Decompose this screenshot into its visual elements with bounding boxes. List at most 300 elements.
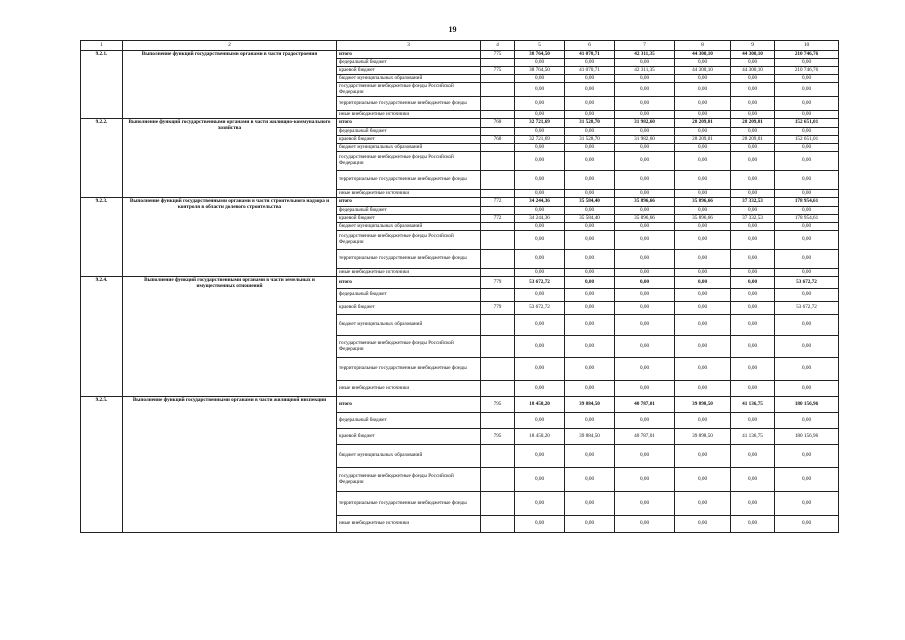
- amount-year-2: 39 884,50: [565, 397, 615, 413]
- budget-code: [481, 128, 515, 136]
- amount-total: 0,00: [775, 381, 839, 397]
- amount-total: 0,00: [775, 128, 839, 136]
- amount-total: 0,00: [775, 250, 839, 269]
- amount-total: 152 651,01: [775, 119, 839, 128]
- amount-year-5: 0,00: [731, 381, 775, 397]
- amount-year-4: 35 896,66: [675, 198, 731, 207]
- amount-total: 152 651,01: [775, 136, 839, 144]
- amount-year-5: 0,00: [731, 83, 775, 97]
- item-code: 9.2.4.: [81, 277, 123, 397]
- amount-year-5: 0,00: [731, 190, 775, 198]
- amount-year-3: 0,00: [615, 492, 675, 516]
- budget-code: [481, 468, 515, 492]
- amount-year-2: 0,00: [565, 144, 615, 152]
- amount-year-3: 0,00: [615, 413, 675, 429]
- budget-code: [481, 445, 515, 468]
- budget-code: 779: [481, 277, 515, 289]
- amount-year-2: 35 584,40: [565, 215, 615, 223]
- amount-year-2: 0,00: [565, 111, 615, 119]
- amount-year-4: 44 300,10: [675, 67, 731, 75]
- amount-year-2: 0,00: [565, 128, 615, 136]
- amount-year-5: 0,00: [731, 445, 775, 468]
- amount-year-1: 0,00: [515, 358, 565, 381]
- budget-code: [481, 269, 515, 277]
- funding-source: территориальные государственные внебюджетные фонды: [337, 250, 481, 269]
- amount-year-5: 28 209,01: [731, 119, 775, 128]
- amount-year-3: 31 982,60: [615, 119, 675, 128]
- funding-source: краевой бюджет: [337, 67, 481, 75]
- section-total-row: [81, 198, 839, 207]
- amount-year-3: 0,00: [615, 516, 675, 533]
- funding-source: федеральный бюджет: [337, 59, 481, 67]
- amount-year-3: 0,00: [615, 302, 675, 315]
- amount-year-4: 0,00: [675, 111, 731, 119]
- amount-year-5: 44 300,10: [731, 67, 775, 75]
- amount-total: 0,00: [775, 97, 839, 111]
- budget-code: [481, 97, 515, 111]
- amount-total: 0,00: [775, 152, 839, 171]
- amount-year-5: 28 209,01: [731, 136, 775, 144]
- budget-code: [481, 75, 515, 83]
- section-total-row: [81, 51, 839, 59]
- item-code: 9.2.1.: [81, 51, 123, 119]
- amount-year-2: 0,00: [565, 75, 615, 83]
- amount-year-4: 35 896,66: [675, 215, 731, 223]
- item-code: 9.2.3.: [81, 198, 123, 277]
- funding-source: краевой бюджет: [337, 215, 481, 223]
- amount-year-3: 0,00: [615, 231, 675, 250]
- amount-year-1: 0,00: [515, 381, 565, 397]
- funding-source: итого: [337, 51, 481, 59]
- amount-year-4: 0,00: [675, 269, 731, 277]
- amount-year-2: 41 070,71: [565, 67, 615, 75]
- amount-year-1: 0,00: [515, 152, 565, 171]
- amount-year-3: 0,00: [615, 97, 675, 111]
- section-total-row: [81, 397, 839, 413]
- amount-year-5: 37 332,53: [731, 215, 775, 223]
- amount-total: 0,00: [775, 111, 839, 119]
- amount-year-2: 0,00: [565, 445, 615, 468]
- funding-source: территориальные государственные внебюджетные фонды: [337, 97, 481, 111]
- amount-total: 178 954,61: [775, 215, 839, 223]
- budget-code: [481, 207, 515, 215]
- amount-year-5: 0,00: [731, 250, 775, 269]
- section-total-row: [81, 119, 839, 128]
- amount-year-3: 0,00: [615, 128, 675, 136]
- funding-source: бюджет муниципальных образований: [337, 75, 481, 83]
- funding-source: краевой бюджет: [337, 136, 481, 144]
- amount-year-3: 31 982,60: [615, 136, 675, 144]
- amount-total: 180 156,96: [775, 429, 839, 445]
- amount-total: 0,00: [775, 492, 839, 516]
- funding-source: итого: [337, 277, 481, 289]
- amount-year-4: 0,00: [675, 144, 731, 152]
- amount-year-2: 35 584,40: [565, 198, 615, 207]
- table-body: [81, 51, 839, 533]
- amount-year-3: 0,00: [615, 269, 675, 277]
- amount-total: 0,00: [775, 269, 839, 277]
- amount-year-2: 41 070,71: [565, 51, 615, 59]
- amount-year-1: 0,00: [515, 413, 565, 429]
- amount-year-5: 0,00: [731, 336, 775, 358]
- amount-year-3: 0,00: [615, 223, 675, 231]
- amount-year-5: 41 136,75: [731, 429, 775, 445]
- funding-source: иные внебюджетные источники: [337, 516, 481, 533]
- budget-code: [481, 250, 515, 269]
- amount-year-4: 0,00: [675, 250, 731, 269]
- amount-year-5: 37 332,53: [731, 198, 775, 207]
- amount-year-2: 0,00: [565, 468, 615, 492]
- amount-year-3: 0,00: [615, 277, 675, 289]
- amount-year-5: 0,00: [731, 358, 775, 381]
- budget-code: [481, 59, 515, 67]
- amount-year-3: 0,00: [615, 445, 675, 468]
- amount-year-3: 40 787,01: [615, 397, 675, 413]
- budget-code: 772: [481, 215, 515, 223]
- amount-year-1: 0,00: [515, 336, 565, 358]
- amount-year-2: 0,00: [565, 190, 615, 198]
- amount-year-1: 0,00: [515, 250, 565, 269]
- amount-year-2: 0,00: [565, 97, 615, 111]
- amount-year-1: 18 450,20: [515, 397, 565, 413]
- amount-year-3: 42 311,35: [615, 51, 675, 59]
- amount-year-3: 0,00: [615, 289, 675, 302]
- amount-year-4: 0,00: [675, 97, 731, 111]
- amount-year-2: 0,00: [565, 289, 615, 302]
- column-number-6: 6: [565, 41, 615, 51]
- amount-year-3: 0,00: [615, 111, 675, 119]
- funding-source: итого: [337, 119, 481, 128]
- amount-year-4: 0,00: [675, 231, 731, 250]
- amount-year-2: 0,00: [565, 492, 615, 516]
- amount-year-3: 0,00: [615, 468, 675, 492]
- funding-source: бюджет муниципальных образований: [337, 223, 481, 231]
- amount-year-5: 0,00: [731, 75, 775, 83]
- amount-year-4: 0,00: [675, 59, 731, 67]
- amount-year-4: 28 209,01: [675, 136, 731, 144]
- amount-year-1: 0,00: [515, 468, 565, 492]
- amount-year-4: 0,00: [675, 302, 731, 315]
- amount-year-1: 34 244,36: [515, 215, 565, 223]
- amount-year-4: 0,00: [675, 207, 731, 215]
- amount-year-2: 0,00: [565, 336, 615, 358]
- amount-year-5: 0,00: [731, 277, 775, 289]
- funding-source: территориальные государственные внебюджетные фонды: [337, 492, 481, 516]
- amount-total: 0,00: [775, 336, 839, 358]
- amount-year-4: 0,00: [675, 277, 731, 289]
- amount-year-1: 0,00: [515, 492, 565, 516]
- column-number-8: 8: [675, 41, 731, 51]
- budget-code: [481, 516, 515, 533]
- amount-year-1: 0,00: [515, 75, 565, 83]
- amount-year-3: 0,00: [615, 336, 675, 358]
- amount-year-1: 0,00: [515, 111, 565, 119]
- amount-year-4: 0,00: [675, 128, 731, 136]
- amount-year-2: 0,00: [565, 516, 615, 533]
- amount-year-5: 0,00: [731, 315, 775, 336]
- budget-code: 795: [481, 429, 515, 445]
- amount-total: 0,00: [775, 358, 839, 381]
- amount-total: 0,00: [775, 289, 839, 302]
- funding-source: иные внебюджетные источники: [337, 111, 481, 119]
- item-name: Выполнение функций государственными органами в части земельных и имущественных отношений: [123, 277, 337, 397]
- amount-year-3: 40 787,01: [615, 429, 675, 445]
- amount-year-4: 0,00: [675, 223, 731, 231]
- amount-year-5: 0,00: [731, 492, 775, 516]
- amount-year-1: 0,00: [515, 190, 565, 198]
- amount-year-4: 0,00: [675, 152, 731, 171]
- budget-code: [481, 381, 515, 397]
- amount-year-2: 0,00: [565, 277, 615, 289]
- amount-year-1: 18 450,20: [515, 429, 565, 445]
- budget-code: [481, 83, 515, 97]
- amount-year-2: 0,00: [565, 315, 615, 336]
- budget-code: [481, 289, 515, 302]
- amount-year-4: 28 209,01: [675, 119, 731, 128]
- amount-total: 0,00: [775, 445, 839, 468]
- amount-year-1: 0,00: [515, 59, 565, 67]
- amount-total: 0,00: [775, 468, 839, 492]
- column-number-3: 3: [337, 41, 481, 51]
- funding-source: федеральный бюджет: [337, 289, 481, 302]
- amount-year-5: 0,00: [731, 59, 775, 67]
- amount-year-3: 0,00: [615, 381, 675, 397]
- amount-year-1: 0,00: [515, 144, 565, 152]
- amount-year-2: 0,00: [565, 413, 615, 429]
- amount-total: 180 156,96: [775, 397, 839, 413]
- amount-year-3: 0,00: [615, 144, 675, 152]
- amount-year-1: 32 721,69: [515, 119, 565, 128]
- amount-year-1: 0,00: [515, 97, 565, 111]
- section-total-row: [81, 277, 839, 289]
- amount-year-1: 38 764,50: [515, 67, 565, 75]
- amount-total: 53 672,72: [775, 302, 839, 315]
- budget-code: [481, 171, 515, 190]
- amount-year-2: 0,00: [565, 250, 615, 269]
- budget-code: 775: [481, 51, 515, 59]
- funding-source: государственные внебюджетные фонды Российской Федерации: [337, 152, 481, 171]
- column-number-row: [81, 41, 839, 51]
- funding-source: государственные внебюджетные фонды Российской Федерации: [337, 231, 481, 250]
- funding-source: итого: [337, 397, 481, 413]
- budget-code: [481, 144, 515, 152]
- amount-total: 0,00: [775, 59, 839, 67]
- budget-code: [481, 358, 515, 381]
- item-name: Выполнение функций государственными органами в части строительного надзора и контроля в области долевого строительства: [123, 198, 337, 277]
- amount-year-2: 0,00: [565, 59, 615, 67]
- funding-source: территориальные государственные внебюджетные фонды: [337, 171, 481, 190]
- amount-year-5: 0,00: [731, 152, 775, 171]
- amount-total: 0,00: [775, 413, 839, 429]
- amount-year-2: 0,00: [565, 302, 615, 315]
- amount-year-3: 0,00: [615, 250, 675, 269]
- funding-source: территориальные государственные внебюджетные фонды: [337, 358, 481, 381]
- amount-year-5: 0,00: [731, 468, 775, 492]
- amount-year-5: 0,00: [731, 413, 775, 429]
- funding-source: иные внебюджетные источники: [337, 381, 481, 397]
- amount-year-1: 0,00: [515, 207, 565, 215]
- budget-code: [481, 413, 515, 429]
- funding-source: государственные внебюджетные фонды Российской Федерации: [337, 336, 481, 358]
- amount-year-5: 0,00: [731, 111, 775, 119]
- item-code: 9.2.2.: [81, 119, 123, 198]
- column-number-7: 7: [615, 41, 675, 51]
- amount-year-2: 0,00: [565, 171, 615, 190]
- amount-year-4: 0,00: [675, 468, 731, 492]
- amount-total: 53 672,72: [775, 277, 839, 289]
- amount-year-3: 0,00: [615, 190, 675, 198]
- amount-year-4: 44 300,10: [675, 51, 731, 59]
- amount-total: 0,00: [775, 231, 839, 250]
- amount-year-4: 0,00: [675, 83, 731, 97]
- amount-year-2: 0,00: [565, 207, 615, 215]
- amount-year-3: 0,00: [615, 207, 675, 215]
- funding-source: краевой бюджет: [337, 429, 481, 445]
- amount-year-1: 53 672,72: [515, 277, 565, 289]
- amount-total: 0,00: [775, 75, 839, 83]
- amount-year-1: 0,00: [515, 315, 565, 336]
- amount-year-2: 39 884,50: [565, 429, 615, 445]
- budget-code: 768: [481, 136, 515, 144]
- amount-year-3: 35 896,66: [615, 198, 675, 207]
- funding-source: бюджет муниципальных образований: [337, 445, 481, 468]
- amount-year-3: 0,00: [615, 152, 675, 171]
- amount-year-5: 0,00: [731, 516, 775, 533]
- item-name: Выполнение функций государственными органами в части градостроения: [123, 51, 337, 119]
- amount-year-4: 0,00: [675, 413, 731, 429]
- amount-year-5: 41 136,75: [731, 397, 775, 413]
- funding-source: иные внебюджетные источники: [337, 190, 481, 198]
- column-number-2: 2: [123, 41, 337, 51]
- amount-year-5: 0,00: [731, 289, 775, 302]
- amount-year-1: 0,00: [515, 516, 565, 533]
- budget-code: 795: [481, 397, 515, 413]
- amount-year-1: 0,00: [515, 171, 565, 190]
- funding-source: бюджет муниципальных образований: [337, 144, 481, 152]
- amount-year-3: 0,00: [615, 315, 675, 336]
- amount-total: 0,00: [775, 207, 839, 215]
- amount-year-5: 0,00: [731, 144, 775, 152]
- amount-year-5: 0,00: [731, 97, 775, 111]
- column-number-4: 4: [481, 41, 515, 51]
- page-number: 19: [448, 25, 457, 34]
- amount-year-2: 0,00: [565, 358, 615, 381]
- amount-total: 0,00: [775, 83, 839, 97]
- amount-year-2: 0,00: [565, 381, 615, 397]
- budget-code: [481, 231, 515, 250]
- amount-total: 0,00: [775, 516, 839, 533]
- amount-year-4: 0,00: [675, 381, 731, 397]
- budget-code: [481, 152, 515, 171]
- budget-code: 779: [481, 302, 515, 315]
- budget-code: [481, 492, 515, 516]
- amount-total: 210 746,76: [775, 51, 839, 59]
- column-number-9: 9: [731, 41, 775, 51]
- amount-year-4: 0,00: [675, 336, 731, 358]
- amount-year-3: 0,00: [615, 75, 675, 83]
- amount-year-2: 0,00: [565, 83, 615, 97]
- item-name: Выполнение функций государственными органами в части жилищной инспекции: [123, 397, 337, 533]
- budget-code: [481, 315, 515, 336]
- amount-year-4: 0,00: [675, 492, 731, 516]
- amount-year-1: 0,00: [515, 223, 565, 231]
- amount-total: 0,00: [775, 190, 839, 198]
- budget-code: [481, 111, 515, 119]
- funding-source: федеральный бюджет: [337, 128, 481, 136]
- amount-year-3: 0,00: [615, 83, 675, 97]
- amount-year-4: 0,00: [675, 289, 731, 302]
- amount-year-1: 0,00: [515, 128, 565, 136]
- amount-year-5: 0,00: [731, 302, 775, 315]
- amount-year-1: 32 721,69: [515, 136, 565, 144]
- budget-code: 772: [481, 198, 515, 207]
- amount-year-5: 0,00: [731, 269, 775, 277]
- amount-year-1: 0,00: [515, 445, 565, 468]
- amount-year-2: 0,00: [565, 152, 615, 171]
- amount-year-4: 0,00: [675, 445, 731, 468]
- budget-table: [80, 40, 839, 533]
- amount-year-2: 31 528,70: [565, 119, 615, 128]
- amount-year-4: 0,00: [675, 171, 731, 190]
- amount-year-1: 0,00: [515, 289, 565, 302]
- amount-year-2: 0,00: [565, 231, 615, 250]
- budget-code: [481, 223, 515, 231]
- item-name: Выполнение функций государственными органами в части жилищно-коммунального хозяйства: [123, 119, 337, 198]
- amount-total: 178 954,61: [775, 198, 839, 207]
- amount-year-4: 39 898,50: [675, 429, 731, 445]
- column-number-5: 5: [515, 41, 565, 51]
- amount-year-2: 0,00: [565, 269, 615, 277]
- amount-year-5: 0,00: [731, 128, 775, 136]
- item-code: 9.2.5.: [81, 397, 123, 533]
- funding-source: иные внебюджетные источники: [337, 269, 481, 277]
- funding-source: краевой бюджет: [337, 302, 481, 315]
- amount-total: 0,00: [775, 144, 839, 152]
- amount-year-4: 0,00: [675, 358, 731, 381]
- amount-year-4: 0,00: [675, 516, 731, 533]
- amount-year-1: 38 764,50: [515, 51, 565, 59]
- funding-source: бюджет муниципальных образований: [337, 315, 481, 336]
- amount-total: 0,00: [775, 315, 839, 336]
- budget-code: 768: [481, 119, 515, 128]
- funding-source: государственные внебюджетные фонды Российской Федерации: [337, 468, 481, 492]
- amount-year-1: 0,00: [515, 269, 565, 277]
- amount-year-1: 34 244,36: [515, 198, 565, 207]
- amount-year-1: 0,00: [515, 83, 565, 97]
- amount-total: 0,00: [775, 171, 839, 190]
- funding-source: итого: [337, 198, 481, 207]
- amount-year-3: 42 311,35: [615, 67, 675, 75]
- amount-year-4: 39 898,50: [675, 397, 731, 413]
- amount-total: 0,00: [775, 223, 839, 231]
- amount-year-1: 0,00: [515, 231, 565, 250]
- funding-source: государственные внебюджетные фонды Российской Федерации: [337, 83, 481, 97]
- budget-code: [481, 336, 515, 358]
- amount-total: 210 746,76: [775, 67, 839, 75]
- column-number-1: 1: [81, 41, 123, 51]
- budget-code: [481, 190, 515, 198]
- amount-year-3: 0,00: [615, 59, 675, 67]
- funding-source: федеральный бюджет: [337, 413, 481, 429]
- budget-code: 775: [481, 67, 515, 75]
- amount-year-3: 35 896,66: [615, 215, 675, 223]
- amount-year-5: 0,00: [731, 207, 775, 215]
- amount-year-5: 0,00: [731, 231, 775, 250]
- amount-year-4: 0,00: [675, 190, 731, 198]
- column-number-10: 10: [775, 41, 839, 51]
- amount-year-2: 31 528,70: [565, 136, 615, 144]
- amount-year-5: 44 300,10: [731, 51, 775, 59]
